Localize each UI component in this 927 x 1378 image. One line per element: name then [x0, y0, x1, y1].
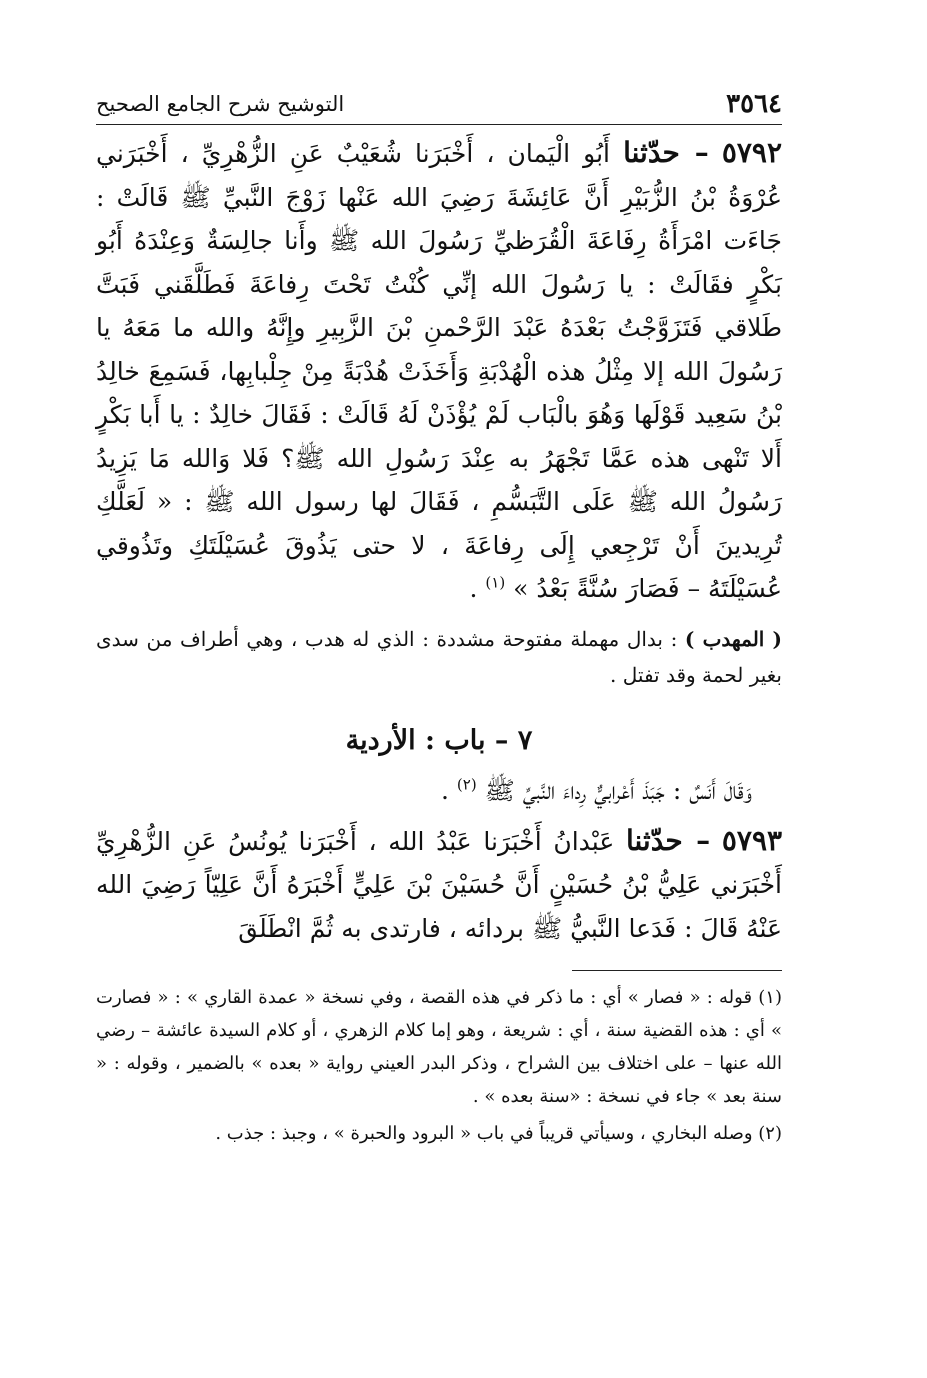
document-page [96, 84, 782, 1324]
footnote-ref-1[interactable]: (١) [485, 573, 506, 592]
chapter-quote-text: وَقَالَ أَنَسٌ : جَبَذَ أَعْرابيٌّ رِداءَ النَّبيِّ ﷺ [484, 775, 752, 805]
footnote-divider [572, 970, 782, 971]
hadith-5792: ٥٧٩٢ – حدّثنا أَبُو الْيَمان ، أَخْبَرَنا شُعَيْبٌ عَنِ الزُّهْرِيِّ ، أَخْبَرَني عُرْوَةُ بْنُ الزُّبَيْرِ أَنَّ عَائِشَةَ رَضِيَ الله عَنْها زَوْجَ النَّبيِّ ﷺ قَالَتْ : جَاءَت امْرَأَةُ رِفَاعَةَ الْقُرَظيِّ رَسُولَ الله ﷺ وأَنا جالِسَةٌ وَعِنْدَهُ أَبُو بَكْرٍ فقَالَتْ : يا رَسُولَ الله إنِّي كُنْتُ تَحْتَ رِفاعَةَ فَطَلَّقَني فَبَتَّ طَلاقي فَتَزَوَّجْتُ بَعْدَهُ عَبْدَ الرَّحْمنِ بْنَ الزَّبِيرِ وإِنَّهُ والله ما مَعَهُ يا رَسُولَ الله إلا مِثْلُ هذه الْهُدْبَةِ وَأَخَذَتْ هُدْبَةً مِنْ جِلْبابِها، فَسَمِعَ خالِدُ بْنُ سَعِيد قَوْلَها وَهُوَ بالْبَاب لَمْ يُؤْذَنْ لَهُ قَالَتْ : فَقَالَ خالِدٌ : يا أَبا بَكْرٍ أَلا تَنْهى هذه عَمَّا تَجْهَرُ به عِنْدَ رَسُولِ الله ﷺ؟ فَلا وَالله مَا يَزِيدُ رَسُولُ الله ﷺ عَلَى التَّبَسُّمِ ، فَقَالَ لها رسول الله ﷺ : « لَعَلَّكِ تُرِيدينَ أَنْ تَرْجِعي إِلَى رِفاعَةَ ، لا حتى يَذُوقَ عُسَيْلَتَكِ وتَذُوقي عُسَيْلَتَهُ – فَصَارَ سُنَّةً بَعْدُ » $^{(١)}$ . [96, 136, 782, 603]
book-title: التوشيح شرح الجامع الصحيح [96, 92, 345, 116]
hadith-end-mark: . [469, 574, 486, 603]
hadith-lead-word: حدّثنا [623, 136, 680, 169]
chapter-heading: ٧ – باب : الأردية [345, 724, 533, 756]
gloss-text: : بدال مهملة مفتوحة مشددة : الذي له هدب ، وهي أطراف من سدى بغير لحمة وقد تفتل . [96, 626, 782, 687]
running-header [96, 84, 782, 125]
footnote-ref-2[interactable]: (٢) [456, 775, 477, 794]
gloss-paragraph [96, 621, 782, 693]
footnote-1: (١) قوله : « فصار » أي : ما ذكر في هذه القصة ، وفي نسخة « عمدة القاري » : « فصارت » أي : هذه القضية سنة ، أي : شريعة ، وهو إما كلام الزهري ، أو كلام السيدة عائشة – رضي الله عنها – على اختلاف بين الشراح ، وذكر البدر العيني رواية « بعده » بالضمير ، وقوله : « سنة بعد » جاء في نسخة : «سنة بعده » . [96, 987, 782, 1107]
hadith-text: أَبُو الْيَمان ، أَخْبَرَنا شُعَيْبٌ عَنِ الزُّهْرِيِّ ، أَخْبَرَني عُرْوَةُ بْنُ الزُّبَيْرِ أَنَّ عَائِشَةَ رَضِيَ الله عَنْها زَوْجَ النَّبيِّ ﷺ قَالَتْ : جَاءَت امْرَأَةُ رِفَاعَةَ الْقُرَظيِّ رَسُولَ الله ﷺ وأَنا جالِسَةٌ وَعِنْدَهُ أَبُو بَكْرٍ فقَالَتْ : يا رَسُولَ الله إنِّي كُنْتُ تَحْتَ رِفاعَةَ فَطَلَّقَني فَبَتَّ طَلاقي فَتَزَوَّجْتُ بَعْدَهُ عَبْدَ الرَّحْمنِ بْنَ الزَّبِيرِ وإِنَّهُ والله ما مَعَهُ يا رَسُولَ الله إلا مِثْلُ هذه الْهُدْبَةِ وَأَخَذَتْ هُدْبَةً مِنْ جِلْبابِها، فَسَمِعَ خالِدُ بْنُ سَعِيد قَوْلَها وَهُوَ بالْبَاب لَمْ يُؤْذَنْ لَهُ قَالَتْ : فَقَالَ خالِدٌ : يا أَبا بَكْرٍ أَلا تَنْهى هذه عَمَّا تَجْهَرُ به عِنْدَ رَسُولِ الله ﷺ؟ فَلا وَالله مَا يَزِيدُ رَسُولُ الله ﷺ عَلَى التَّبَسُّمِ ، فَقَالَ لها رسول الله ﷺ : « لَعَلَّكِ تُرِيدينَ أَنْ تَرْجِعي إِلَى رِفاعَةَ ، لا حتى يَذُوقَ عُسَيْلَتَكِ وتَذُوقي عُسَيْلَتَهُ – فَصَارَ سُنَّةً بَعْدُ » [96, 139, 782, 603]
chapter-quote-end: . [441, 775, 457, 805]
hadith-text: عَبْدانُ أَخْبَرَنا عَبْدُ الله ، أَخْبَرَنا يُونُسُ عَنِ الزُّهْرِيِّ أَخْبَرَني عَلِيُّ بْنُ حُسَيْنٍ أَنَّ حُسَيْنَ بْنَ عَلِيٍّ أَخْبَرَهُ أَنَّ عَلِيّاً رَضِيَ الله عَنْهُ قَالَ : فَدَعا النَّبيُّ ﷺ بردائه ، فارتدى به ثُمَّ انْطَلَقَ [96, 826, 782, 943]
hadith-number: ٥٧٩٣ [721, 823, 783, 857]
hadith-5793: ٥٧٩٣ – حدّثنا عَبْدانُ أَخْبَرَنا عَبْدُ الله ، أَخْبَرَنا يُونُسُ عَنِ الزُّهْرِيِّ أَخْبَرَني عَلِيُّ بْنُ حُسَيْنٍ أَنَّ حُسَيْنَ بْنَ عَلِيٍّ أَخْبَرَهُ أَنَّ عَلِيّاً رَضِيَ الله عَنْهُ قَالَ : فَدَعا النَّبيُّ ﷺ بردائه ، فارتدى به ثُمَّ انْطَلَقَ [96, 823, 783, 943]
hadith-number: ٥٧٩٢ [721, 136, 782, 169]
chapter-quote [96, 769, 752, 813]
hadith-lead-word: حدّثنا [625, 823, 683, 857]
gloss-term: ( المهدب ) [684, 626, 782, 651]
page-number: ٣٥٦٤ [726, 89, 782, 119]
footnote-2: (٢) وصله البخاري ، وسيأتي قريباً في باب « البرود والحبرة » ، وجبذ : جذب . [215, 1123, 782, 1144]
